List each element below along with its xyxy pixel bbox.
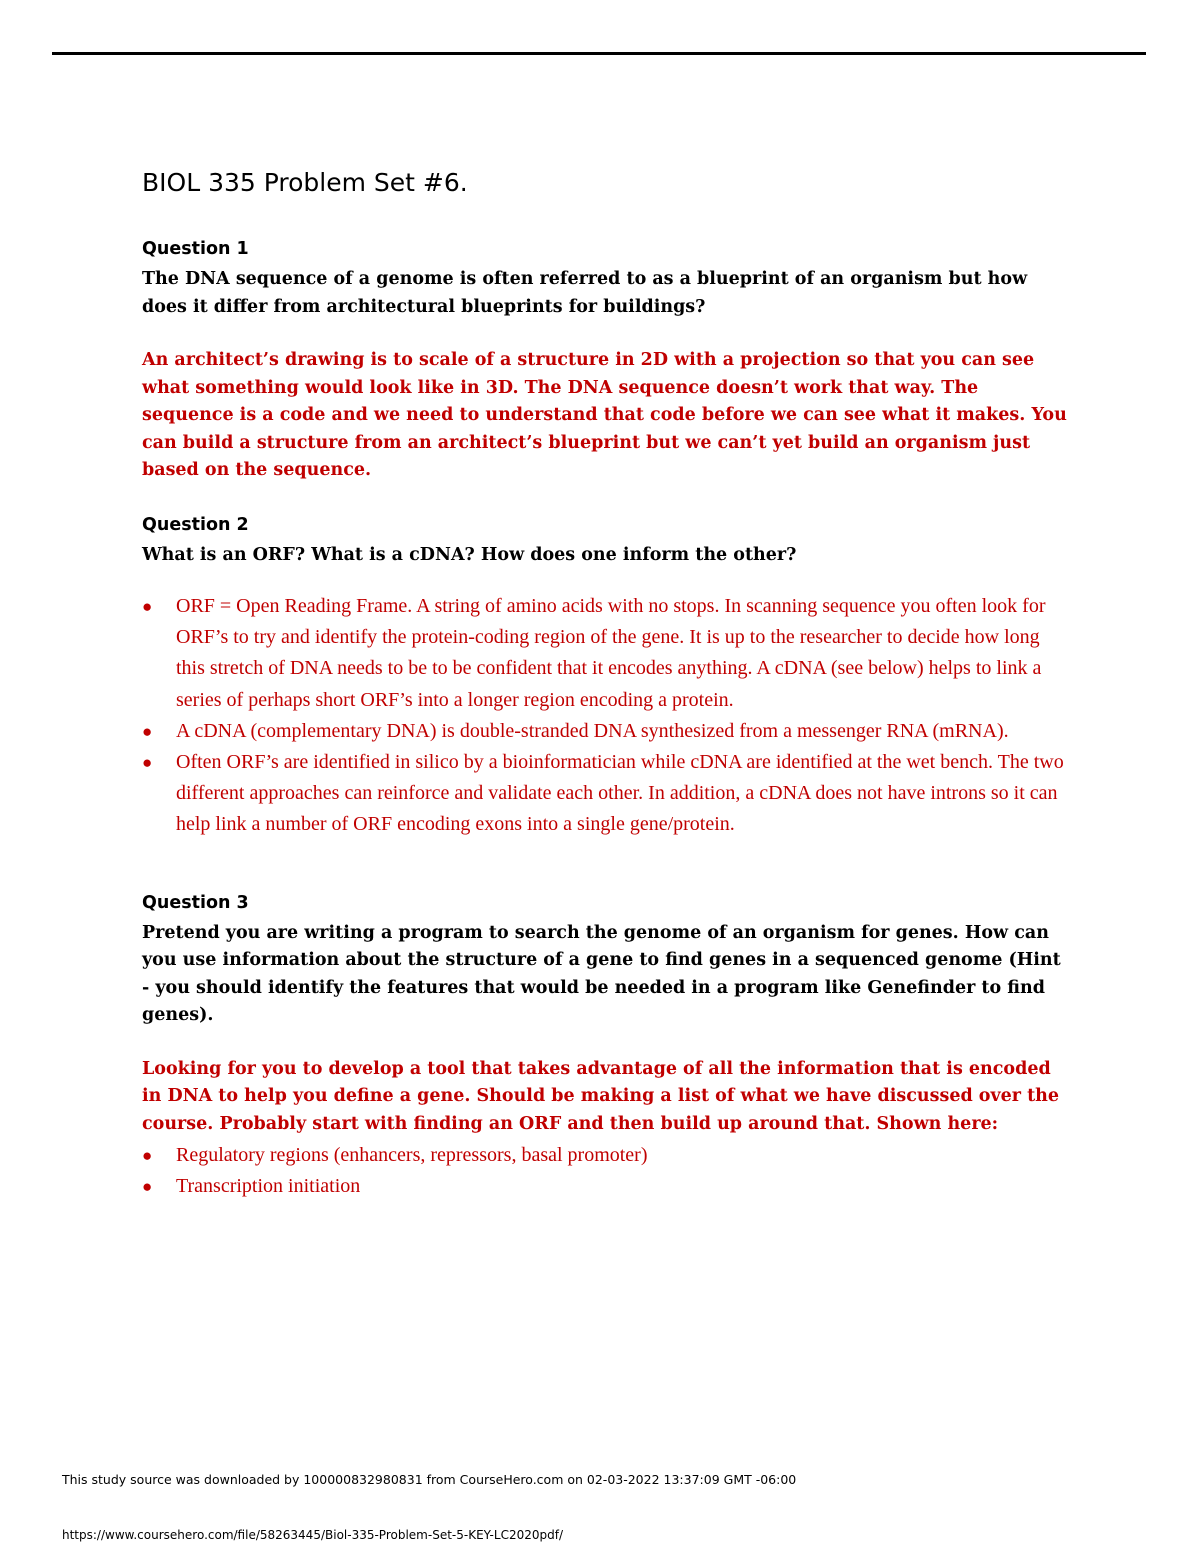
list-item-text: ORF = Open Reading Frame. A string of amino acids with no stops. In scanning sequence you often look for ORF’s to try and identify the protein-coding region of the gene. It is up to the researcher to decide how long this stretch of DNA needs to be to be confident that it encodes anything. A cDNA (see below) helps to link a series of perhaps short ORF’s into a longer region encoding a protein. bbox=[176, 595, 1046, 711]
list-item-text: Often ORF’s are identified in silico by a bioinformatician while cDNA are identified at the wet bench. The two different approaches can reinforce and validate each other. In addition, a cDNA does not have introns so it can help link a number of ORF encoding exons into a single gene/protein. bbox=[176, 751, 1064, 836]
list-item-text: A cDNA (complementary DNA) is double-stranded DNA synthesized from a messenger RNA (mRNA). bbox=[176, 719, 1009, 742]
list-item bbox=[142, 747, 1072, 841]
bullet-dot-icon: ● bbox=[142, 721, 153, 741]
question-1 bbox=[142, 239, 1072, 485]
question-1-answer: An architect’s drawing is to scale of a structure in 2D with a projection so that you can see what something would look like in 3D. The DNA sequence doesn’t work that way. The sequence is a code and we need to understand that code before we can see what it makes. You can build a structure from an architect’s blueprint but we can’t yet build an organism just based on the sequence. bbox=[142, 350, 1067, 480]
question-2 bbox=[142, 515, 1072, 841]
question-1-heading: Question 1 bbox=[142, 239, 249, 259]
list-item-text: Regulatory regions (enhancers, repressors, basal promoter) bbox=[176, 1144, 648, 1167]
document-body bbox=[142, 168, 1072, 1203]
question-2-heading: Question 2 bbox=[142, 514, 249, 535]
question-3-answer: Looking for you to develop a tool that takes advantage of all the information that is encoded in DNA to help you define a gene. Should be making a list of what we have discussed over the course. Probably start with finding an ORF and then build up around that. Shown here: bbox=[142, 1058, 1060, 1134]
top-horizontal-rule bbox=[52, 52, 1146, 55]
source-url-link[interactable]: https://www.coursehero.com/file/58263445/Biol-335-Problem-Set-5-KEY-LC2020pdf/ bbox=[62, 1528, 563, 1542]
list-item bbox=[142, 1140, 1072, 1171]
question-3-heading: Question 3 bbox=[142, 892, 249, 913]
page-title: BIOL 335 Problem Set #6. bbox=[142, 168, 468, 197]
list-item bbox=[142, 1171, 1072, 1202]
download-note: This study source was downloaded by 100000832980831 from CourseHero.com on 02-03-2022 13:37:09 GMT -06:00 bbox=[62, 1472, 797, 1487]
bullet-dot-icon: ● bbox=[142, 597, 153, 616]
question-3-text: Pretend you are writing a program to search the genome of an organism for genes. How can you use information about the structure of a gene to find genes in a sequenced genome (Hint - you should identify the features that would be needed in a program like Genefinder to find genes). bbox=[142, 922, 1061, 1026]
list-item bbox=[142, 716, 1072, 747]
question-2-answer-list bbox=[142, 591, 1072, 841]
question-2-text: What is an ORF? What is a cDNA? How does one inform the other? bbox=[142, 544, 797, 565]
bullet-dot-icon: ● bbox=[142, 1177, 153, 1197]
question-3-answer-list bbox=[142, 1140, 1072, 1202]
bullet-dot-icon: ● bbox=[142, 1146, 153, 1166]
question-3 bbox=[142, 893, 1072, 1203]
list-item bbox=[142, 591, 1072, 716]
question-1-text: The DNA sequence of a genome is often referred to as a blueprint of an organism but how does it differ from architectural blueprints for buildings? bbox=[142, 269, 1028, 317]
bullet-dot-icon: ● bbox=[142, 753, 153, 773]
list-item-text: Transcription initiation bbox=[176, 1175, 361, 1198]
